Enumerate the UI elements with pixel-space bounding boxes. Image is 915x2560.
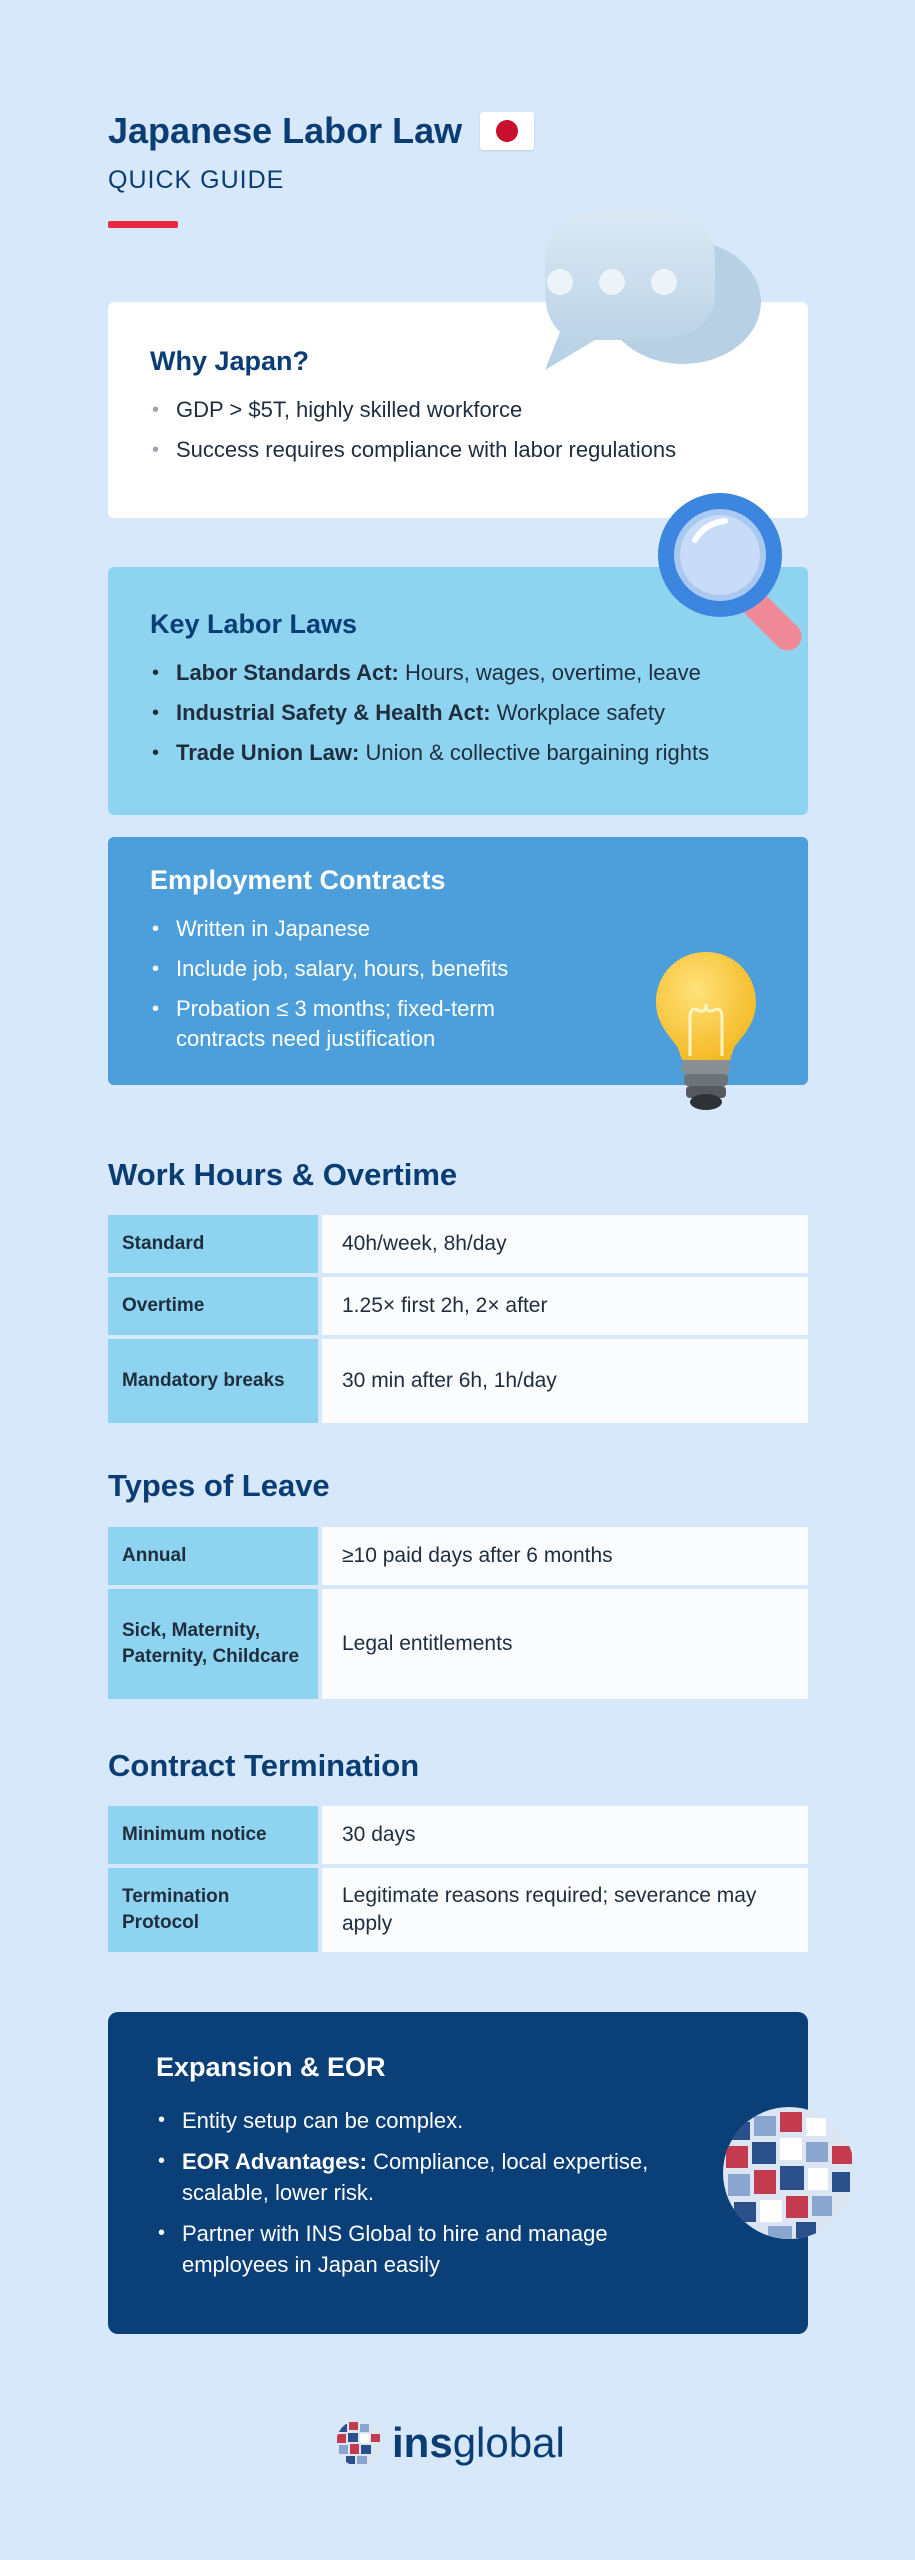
lightbulb-icon (652, 948, 760, 1114)
logo-globe-icon (334, 2418, 384, 2468)
list-item: • Partner with INS Global to hire and manage employees in Japan easily (156, 2218, 676, 2280)
key-laws-title: Key Labor Laws (150, 609, 358, 639)
table-row (108, 1868, 808, 1952)
ins-global-logo (334, 2418, 565, 2468)
table-key: Mandatory breaks (108, 1339, 318, 1423)
table-value: 1.25× first 2h, 2× after (322, 1277, 808, 1335)
page-subtitle: QUICK GUIDE (108, 166, 285, 194)
table-key: Sick, Maternity, Paternity, Childcare (108, 1589, 318, 1699)
leave-table (108, 1527, 808, 1703)
contracts-title: Employment Contracts (150, 865, 446, 895)
table-key: Standard (108, 1215, 318, 1273)
eor-advantages-label: EOR Advantages: (182, 2149, 368, 2174)
law-description: Workplace safety (490, 700, 666, 725)
termination-table (108, 1806, 808, 1956)
table-row (108, 1277, 808, 1335)
page-title-text: Japanese Labor Law (108, 110, 463, 151)
table-row (108, 1339, 808, 1423)
table-value: 40h/week, 8h/day (322, 1215, 808, 1273)
accent-divider (108, 221, 178, 228)
logo-bold-part: ins (392, 2419, 453, 2466)
eor-card (108, 2012, 808, 2334)
list-item (156, 2146, 676, 2208)
law-name: Industrial Safety & Health Act: (176, 700, 491, 725)
table-key: Termination Protocol (108, 1868, 318, 1952)
table-key: Minimum notice (108, 1806, 318, 1864)
table-row (108, 1806, 808, 1864)
law-name: Labor Standards Act: (176, 660, 399, 685)
law-description: Hours, wages, overtime, leave (398, 660, 701, 685)
chat-bubble-icon (505, 200, 767, 376)
work-hours-title: Work Hours & Overtime (108, 1157, 458, 1192)
globe-icon (718, 2102, 860, 2244)
eor-title: Expansion & EOR (156, 2052, 386, 2082)
list-item (150, 698, 766, 728)
termination-title: Contract Termination (108, 1748, 420, 1783)
header (108, 110, 534, 228)
table-key: Overtime (108, 1277, 318, 1335)
page-title (108, 110, 534, 152)
japan-flag-icon (480, 112, 534, 150)
table-value: Legitimate reasons required; severance may apply (322, 1868, 808, 1952)
table-row (108, 1215, 808, 1273)
table-value: 30 days (322, 1806, 808, 1864)
list-item: • Include job, salary, hours, benefits (150, 954, 570, 984)
table-value: 30 min after 6h, 1h/day (322, 1339, 808, 1423)
table-value: ≥10 paid days after 6 months (322, 1527, 808, 1585)
magnifier-icon (640, 485, 830, 675)
work-hours-table (108, 1215, 808, 1427)
list-item: • GDP > $5T, highly skilled workforce (150, 395, 766, 425)
logo-wordmark (392, 2419, 565, 2467)
logo-regular-part: global (452, 2419, 565, 2466)
why-japan-title: Why Japan? (150, 346, 310, 376)
leave-title: Types of Leave (108, 1468, 330, 1503)
list-item: • Entity setup can be complex. (156, 2105, 676, 2136)
table-row (108, 1527, 808, 1585)
table-row (108, 1589, 808, 1699)
list-item: • Probation ≤ 3 months; fixed-term contracts need justification (150, 994, 570, 1054)
table-key: Annual (108, 1527, 318, 1585)
list-item: • Success requires compliance with labor regulations (150, 435, 766, 465)
list-item (150, 738, 766, 768)
law-description: Union & collective bargaining rights (359, 740, 710, 765)
table-value: Legal entitlements (322, 1589, 808, 1699)
eor-advantages-text: Compliance, local expertise, scalable, lower risk. (182, 2149, 649, 2205)
law-name: Trade Union Law: (176, 740, 360, 765)
list-item: • Written in Japanese (150, 914, 570, 944)
